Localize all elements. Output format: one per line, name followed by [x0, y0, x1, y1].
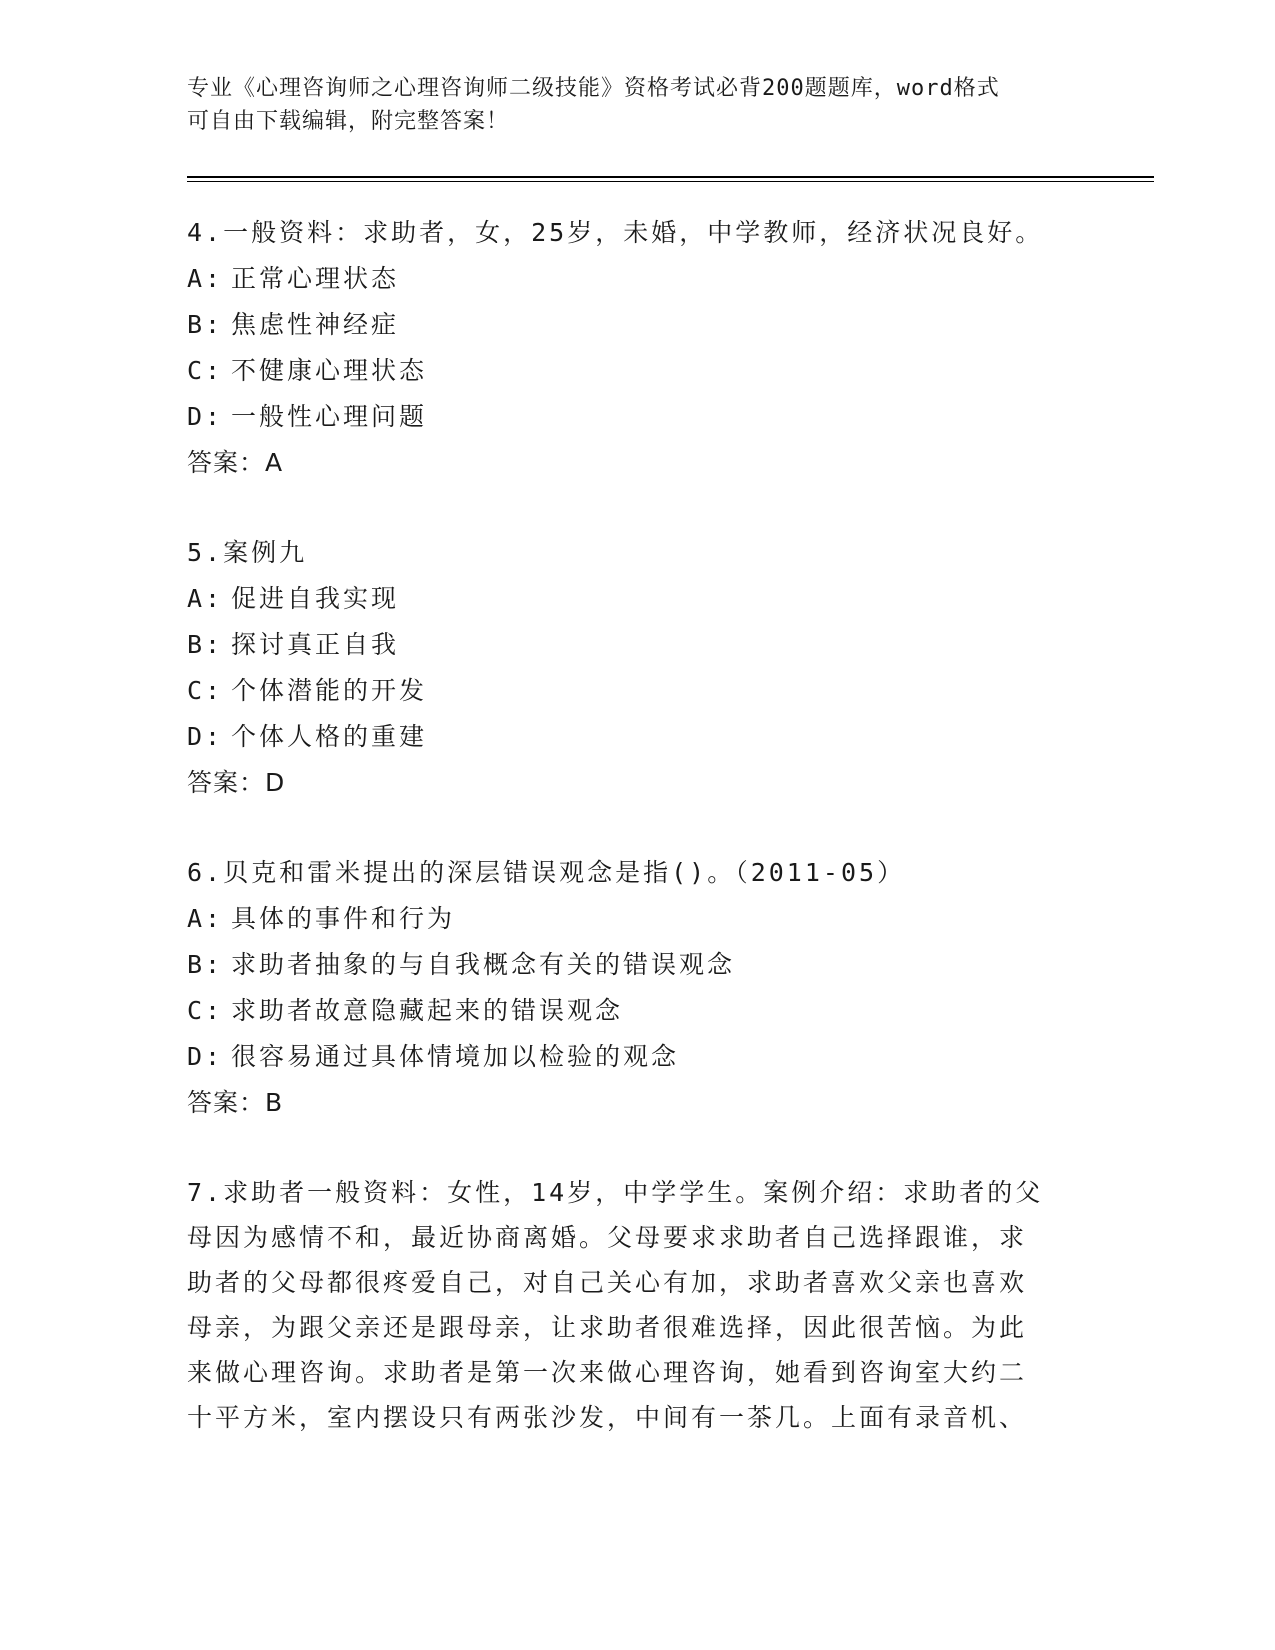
option-text: 促进自我实现: [231, 584, 400, 613]
answer-line: 答案：B: [187, 1088, 284, 1117]
question-paragraph: [187, 1170, 1067, 1440]
paragraph-line: 母因为感情不和，最近协商离婚。父母要求求助者自己选择跟谁，求: [187, 1223, 1028, 1252]
paragraph-line: 十平方米，室内摆设只有两张沙发，中间有一茶几。上面有录音机、: [187, 1403, 1028, 1432]
paragraph-line: 7.求助者一般资料：女性，14岁，中学学生。案例介绍：求助者的父: [187, 1178, 1044, 1207]
option-key: B:: [187, 950, 224, 979]
paragraph-line: 助者的父母都很疼爱自己，对自己关心有加，求助者喜欢父亲也喜欢: [187, 1268, 1028, 1297]
option-d: [187, 714, 1067, 760]
question-7: [187, 1170, 1067, 1440]
question-5: [187, 530, 1067, 806]
option-text: 一般性心理问题: [231, 402, 428, 431]
option-text: 求助者故意隐藏起来的错误观念: [231, 996, 624, 1025]
option-key: C:: [187, 996, 224, 1025]
option-text: 焦虑性神经症: [231, 310, 400, 339]
question-stem: 4.一般资料：求助者，女，25岁，未婚，中学教师，经济状况良好。: [187, 218, 1044, 247]
answer-line: 答案：D: [187, 768, 286, 797]
option-key: B:: [187, 310, 224, 339]
option-b: [187, 622, 1067, 668]
header-line-1: 专业《心理咨询师之心理咨询师二级技能》资格考试必背200题题库，word格式: [187, 76, 1000, 101]
option-key: D:: [187, 722, 224, 751]
option-key: A:: [187, 904, 224, 933]
header-divider-thick: [187, 176, 1154, 178]
question-list: [187, 210, 1067, 1484]
question-6: [187, 850, 1067, 1126]
option-text: 个体潜能的开发: [231, 676, 428, 705]
header-divider-thin: [187, 181, 1154, 182]
option-a: [187, 576, 1067, 622]
option-text: 不健康心理状态: [231, 356, 428, 385]
option-text: 探讨真正自我: [231, 630, 400, 659]
option-key: B:: [187, 630, 224, 659]
option-key: D:: [187, 402, 224, 431]
option-text: 正常心理状态: [231, 264, 400, 293]
option-d: [187, 1034, 1067, 1080]
option-b: [187, 302, 1067, 348]
option-text: 很容易通过具体情境加以检验的观念: [231, 1042, 680, 1071]
option-c: [187, 668, 1067, 714]
question-4: [187, 210, 1067, 486]
paragraph-line: 母亲，为跟父亲还是跟母亲，让求助者很难选择，因此很苦恼。为此: [187, 1313, 1028, 1342]
option-a: [187, 896, 1067, 942]
question-stem: 6.贝克和雷米提出的深层错误观念是指()。（2011-05）: [187, 858, 906, 887]
option-text: 个体人格的重建: [231, 722, 428, 751]
answer-line: 答案：A: [187, 448, 284, 477]
option-key: A:: [187, 264, 224, 293]
paragraph-line: 来做心理咨询。求助者是第一次来做心理咨询，她看到咨询室大约二: [187, 1358, 1028, 1387]
option-c: [187, 988, 1067, 1034]
option-key: A:: [187, 584, 224, 613]
option-text: 具体的事件和行为: [231, 904, 456, 933]
question-stem: 5.案例九: [187, 538, 308, 567]
option-a: [187, 256, 1067, 302]
option-c: [187, 348, 1067, 394]
document-header: [187, 72, 1087, 138]
option-text: 求助者抽象的与自我概念有关的错误观念: [231, 950, 736, 979]
option-key: D:: [187, 1042, 224, 1071]
option-b: [187, 942, 1067, 988]
option-d: [187, 394, 1067, 440]
option-key: C:: [187, 676, 224, 705]
header-line-2: 可自由下载编辑，附完整答案！: [187, 109, 510, 134]
option-key: C:: [187, 356, 224, 385]
